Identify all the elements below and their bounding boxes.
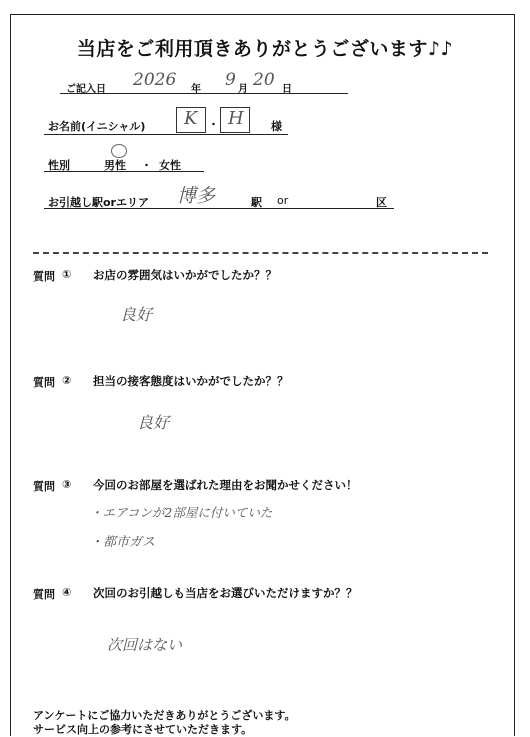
area-station: 駅	[251, 196, 262, 209]
q4-prefix: 質問	[33, 588, 55, 601]
area-or: or	[277, 194, 289, 207]
q4-answer: 次回はない	[107, 636, 183, 654]
q1-text: お店の雰囲気はいかがでしたか？？	[93, 268, 277, 282]
date-underline	[60, 93, 348, 94]
q3-prefix: 質問	[33, 480, 55, 493]
q4-text: 次回のお引越しも当店をお選びいただけますか？？	[93, 586, 358, 600]
q3-answer-line-2: ・都市ガス	[90, 535, 156, 550]
date-year-value: 2026	[133, 70, 177, 90]
name-suffix: 様	[271, 120, 282, 133]
initial-1: K	[184, 108, 198, 129]
gender-male: 男性	[104, 159, 126, 172]
initial-2: H	[228, 108, 244, 129]
q1-number: ①	[62, 268, 72, 281]
area-ward: 区	[376, 196, 387, 209]
gender-underline	[44, 171, 204, 172]
date-month-value: 9	[225, 70, 236, 90]
q4-number: ④	[62, 586, 72, 599]
q3-number: ③	[62, 478, 72, 491]
q3-text: 今回のお部屋を選ばれた理由をお聞かせください！	[93, 478, 358, 492]
q2-number: ②	[62, 374, 72, 387]
date-month-unit: 月	[238, 84, 248, 95]
q2-answer: 良好	[137, 413, 170, 432]
date-year-unit: 年	[191, 84, 201, 95]
area-underline	[44, 208, 394, 209]
gender-label: 性別	[48, 159, 70, 172]
gender-selected-mark	[111, 144, 127, 158]
date-day-unit: 日	[282, 84, 292, 95]
q1-prefix: 質問	[33, 270, 55, 283]
q1-answer: 良好	[120, 305, 153, 324]
q2-text: 担当の接客態度はいかがでしたか？？	[93, 374, 289, 388]
date-label: ご記入日	[66, 84, 106, 95]
name-label: お名前(イニシャル)	[48, 120, 146, 133]
gender-separator: ・	[141, 159, 152, 172]
footer-line-1: アンケートにご協力いただきありがとうございます。	[33, 709, 296, 722]
form-title: 当店をご利用頂きありがとうございます♪♪	[76, 38, 454, 60]
q3-answer-line-1: ・エアコンが2部屋に付いていた	[90, 505, 273, 520]
section-divider	[33, 252, 488, 254]
footer-line-2: サービス向上の参考にさせていただきます。	[33, 723, 253, 736]
area-label: お引越し駅orエリア	[48, 196, 149, 209]
date-day-value: 20	[253, 70, 275, 90]
gender-female: 女性	[159, 159, 181, 172]
area-value: 博多	[177, 185, 216, 207]
name-underline	[44, 134, 288, 135]
q2-prefix: 質問	[33, 376, 55, 389]
initial-separator: ・	[208, 118, 219, 131]
